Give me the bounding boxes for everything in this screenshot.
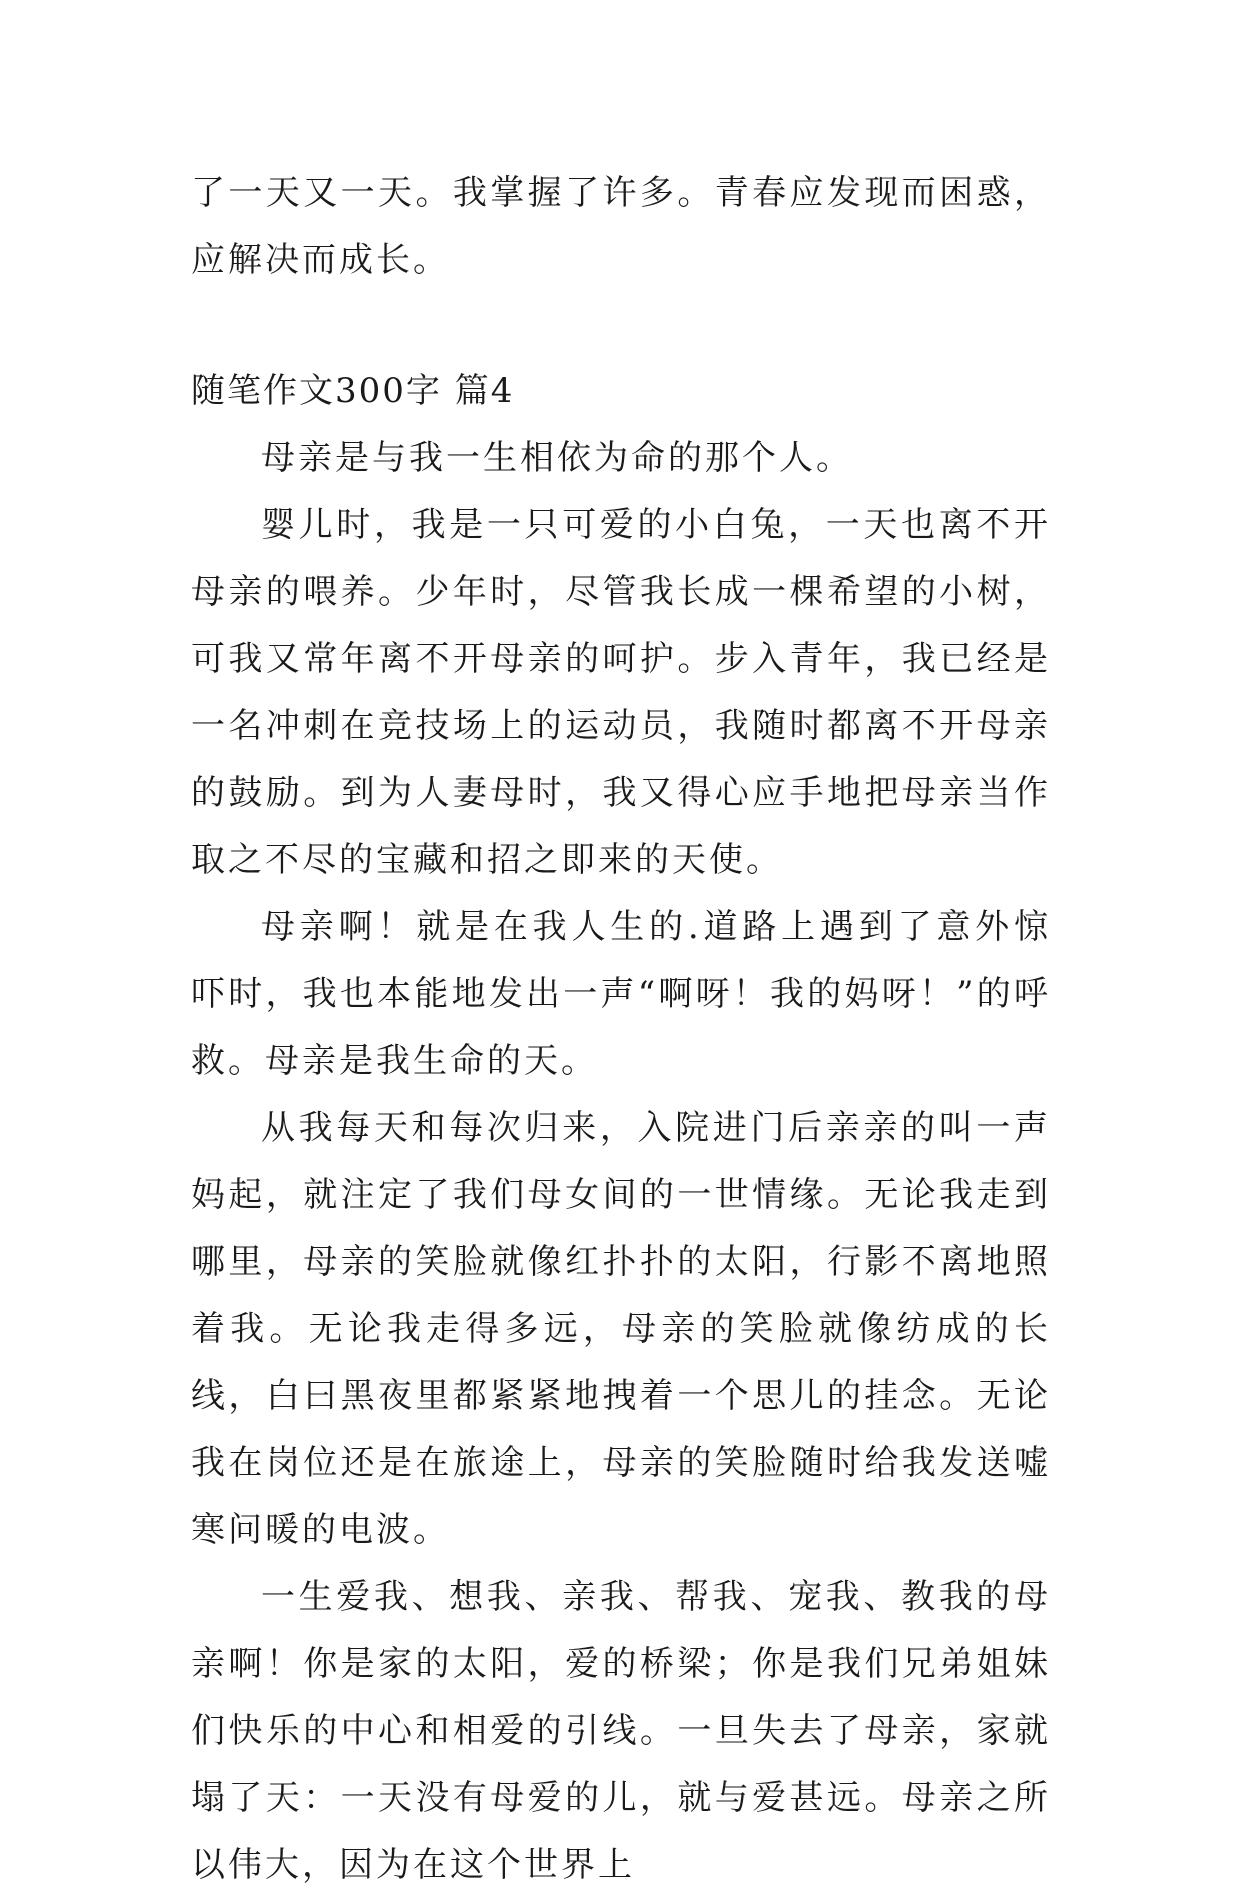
paragraph-2: 婴儿时，我是一只可爱的小白兔，一天也离不开母亲的喂养。少年时，尽管我长成一棵希望的小树，可我又常年离不开母亲的呵护。步入青年，我已经是一名冲刺在竞技场上的运动员，我随时都离不开母亲的鼓励。到为人妻母时，我又得心应手地把母亲当作取之不尽的宝藏和招之即来的天使。 (191, 505, 1051, 880)
section-heading: 随笔作文300字 篇4 (191, 371, 515, 411)
document-body (191, 160, 1051, 1899)
paragraph-4: 从我每天和每次归来，入院进门后亲亲的叫一声妈起，就注定了我们母女间的一世情缘。无论我走到哪里，母亲的笑脸就像红扑扑的太阳，行影不离地照着我。无论我走得多远，母亲的笑脸就像纺成的长线，白曰黑夜里都紧紧地拽着一个思儿的挂念。无论我在岗位还是在旅途上，母亲的笑脸随时给我发送嘘寒问暖的电波。 (191, 1108, 1051, 1550)
paragraph-5: 一生爱我、想我、亲我、帮我、宠我、教我的母亲啊！你是家的太阳，爱的桥梁；你是我们兄弟姐妹们快乐的中心和相爱的引线。一旦失去了母亲，家就塌了天：一天没有母爱的儿，就与爱甚远。母亲之所以伟大，因为在这个世界上 (191, 1577, 1051, 1885)
continuation-paragraph: 了一天又一天。我掌握了许多。青春应发现而困惑，应解决而成长。 (191, 173, 1051, 280)
paragraph-3: 母亲啊！就是在我人生的.道路上遇到了意外惊吓时，我也本能地发出一声“啊呀！我的妈呀！”的呼救。母亲是我生命的天。 (191, 907, 1051, 1081)
paragraph-1: 母亲是与我一生相依为命的那个人。 (261, 438, 853, 478)
